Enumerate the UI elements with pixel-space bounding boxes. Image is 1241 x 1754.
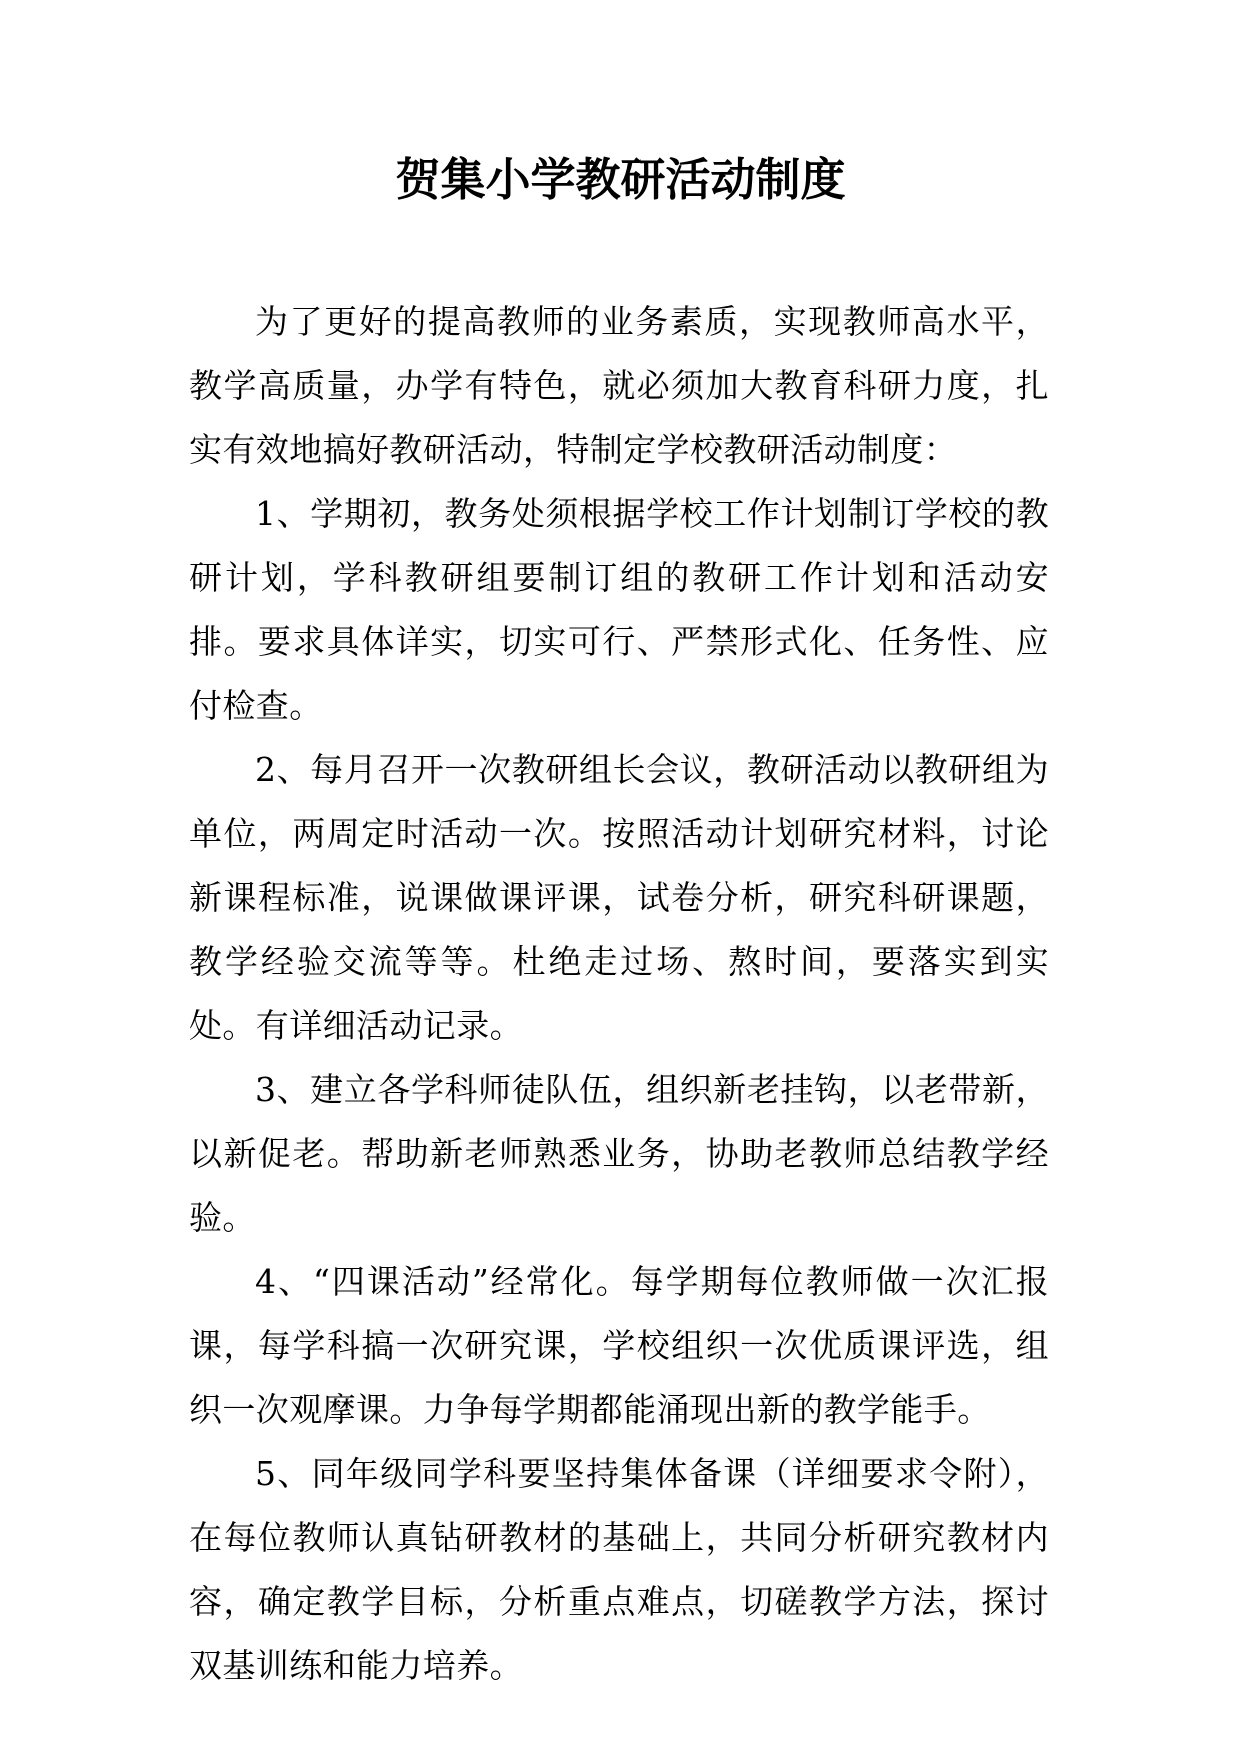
document-title: 贺集小学教研活动制度 — [395, 153, 846, 206]
rule-1-paragraph: 1、学期初，教务处须根据学校工作计划制订学校的教研计划，学科教研组要制订组的教研工作计划和活动安排。要求具体详实，切实可行、严禁形式化、任务性、应付检查。 — [189, 494, 1049, 725]
rule-2-paragraph: 2、每月召开一次教研组长会议，教研活动以教研组为单位，两周定时活动一次。按照活动计划研究材料，讨论新课程标准，说课做课评课，试卷分析，研究科研课题，教学经验交流等等。杜绝走过场、熬时间，要落实到实处。有详细活动记录。 — [189, 750, 1049, 1045]
rule-5-paragraph: 5、同年级同学科要坚持集体备课（详细要求令附），在每位教师认真钻研教材的基础上，共同分析研究教材内容，确定教学目标，分析重点难点，切磋教学方法，探讨双基训练和能力培养。 — [189, 1454, 1049, 1685]
rule-4-paragraph: 4、“四课活动”经常化。每学期每位教师做一次汇报课，每学科搞一次研究课，学校组织一次优质课评选，组织一次观摩课。力争每学期都能涌现出新的教学能手。 — [189, 1262, 1049, 1429]
intro-paragraph: 为了更好的提高教师的业务素质，实现教师高水平，教学高质量，办学有特色，就必须加大教育科研力度，扎实有效地搞好教研活动，特制定学校教研活动制度： — [189, 302, 1049, 469]
document-body — [189, 290, 1049, 1698]
rule-3-paragraph: 3、建立各学科师徒队伍，组织新老挂钩，以老带新，以新促老。帮助新老师熟悉业务，协助老教师总结教学经验。 — [189, 1070, 1049, 1237]
